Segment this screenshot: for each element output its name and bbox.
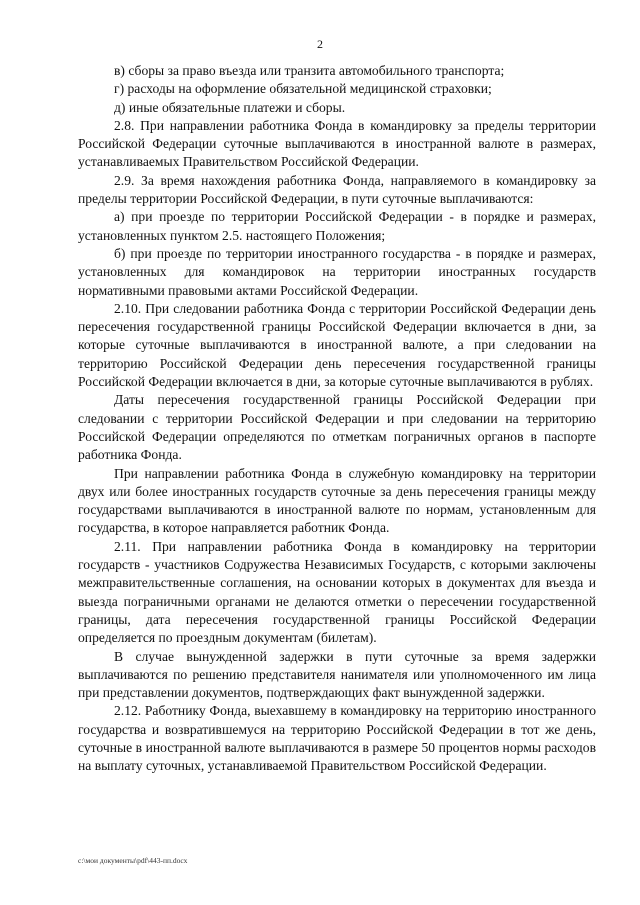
paragraph: б) при проезде по территории иностранного государства - в порядке и размерах, установленных для командировок на территории иностранных государств нормативными правовыми актами Российской Федерации. (78, 245, 596, 298)
document-body (78, 62, 596, 776)
paragraph: г) расходы на оформление обязательной медицинской страховки; (114, 81, 492, 97)
paragraph: д) иные обязательные платежи и сборы. (114, 99, 346, 115)
paragraph: В случае вынужденной задержки в пути суточные за время задержки выплачиваются по решению представителя нанимателя или уполномоченного им лица при представлении документов, подтверждающих факт вынужденной задержки. (78, 648, 596, 701)
paragraph: в) сборы за право въезда или транзита автомобильного транспорта; (114, 63, 505, 78)
paragraph: 2.9. За время нахождения работника Фонда, направляемого в командировку за пределы территории Российской Федерации, в пути суточные выплачиваются: (78, 172, 596, 207)
paragraph: Даты пересечения государственной границы Российской Федерации при следовании с территории Российской Федерации и при следовании на территорию Российской Федерации определяются по отметкам пограничных органов в паспорте работника Фонда. (78, 392, 596, 463)
paragraph: а) при проезде по территории Российской Федерации - в порядке и размерах, установленных пунктом 2.5. настоящего Положения; (78, 209, 596, 243)
paragraph: 2.12. Работнику Фонда, выехавшему в командировку на территорию иностранного государства и возвратившемуся на территорию Российской Федерации в тот же день, суточные в иностранной валюте выплачиваются в размере 50 процентов нормы расходов на выплату суточных, устанавливаемой Правительством Российской Федерации. (78, 703, 596, 774)
page-number: 2 (317, 37, 323, 51)
footer-file-path: c:\мои документы\pdf\443-пп.docx (78, 856, 188, 865)
paragraph: При направлении работника Фонда в служебную командировку на территории двух или более иностранных государств суточные за день пересечения границы между государствами выплачиваются в иностранной валюте по нормам, установленным для государства, в которое направляется работник Фонда. (78, 465, 596, 536)
paragraph: 2.11. При направлении работника Фонда в командировку на территории государств - участников Содружества Независимых Государств, с которыми заключены межправительственные соглашения, на основании которых в документах для въезда и выезда пограничными органами не делаются отметки о пересечении государственной границы, дата пересечения государственной границы Российской Федерации определяется по проездным документам (билетам). (78, 538, 596, 646)
paragraph: 2.8. При направлении работника Фонда в командировку за пределы территории Российской Федерации суточные выплачиваются в иностранной валюте в размерах, устанавливаемых Правительством Российской Федерации. (78, 117, 596, 170)
paragraph: 2.10. При следовании работника Фонда с территории Российской Федерации день пересечения государственной границы Российской Федерации включается в дни, за которые суточные выплачиваются в иностранной валюте, а при следовании на территорию Российской Федерации день пересечения государственной границы Российской Федерации включается в дни, за которые суточные выплачиваются в рублях. (78, 300, 596, 390)
